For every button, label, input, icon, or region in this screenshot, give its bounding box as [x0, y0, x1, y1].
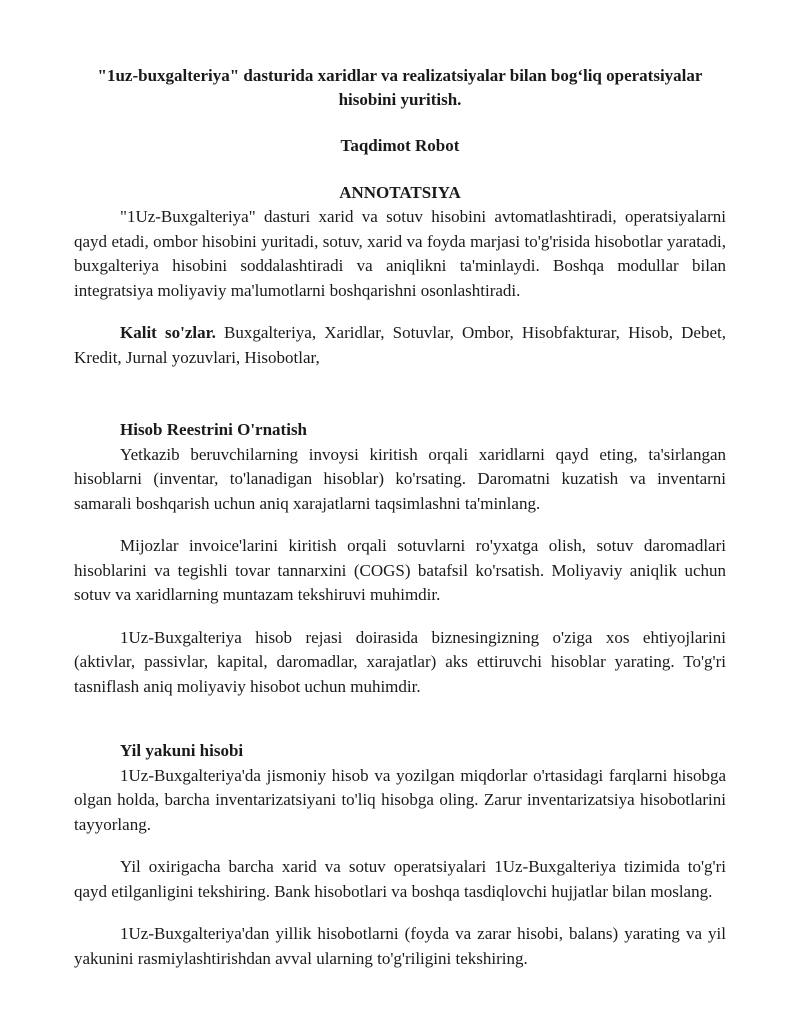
annotation-text: "1Uz-Buxgalteriya" dasturi xarid va sotuv hisobini avtomatlashtiradi, operatsiyalarni qayd etadi, ombor hisobini yuritadi, sotuv, xarid va foyda marjasi to'g'risida hisobotlar yaratadi, buxgalteriya hisobini soddalashtiradi va aniqlikni ta'minlaydi. Boshqa modullar bilan integratsiya moliyaviy ma'lumotlarni boshqarishni osonlashtiradi.	[74, 207, 726, 300]
keywords-label: Kalit so'zlar.	[120, 323, 216, 342]
author-name: Taqdimot Robot	[340, 136, 460, 155]
section-paragraph: 1Uz-Buxgalteriya'da jismoniy hisob va yozilgan miqdorlar o'rtasidagi farqlarni hisobga olgan holda, barcha inventarizatsiyani to'liq hisobga oling. Zarur inventarizatsiya hisobotlarini tayyorlang.	[74, 765, 726, 834]
section-heading-year-end: Yil yakuni hisobi	[120, 741, 244, 760]
document-title: "1uz-buxgalteriya" dasturida xaridlar va realizatsiyalar bilan bog‘liq operatsiyalar hisobini yuritish.	[97, 66, 703, 109]
section-paragraph: Yil oxirigacha barcha xarid va sotuv operatsiyalari 1Uz-Buxgalteriya tizimida to'g'ri qayd etilganligini tekshiring. Bank hisobotlari va boshqa tasdiqlovchi hujjatlar bilan moslang.	[74, 857, 726, 901]
keywords-paragraph	[74, 321, 726, 370]
section-paragraph: Yetkazib beruvchilarning invoysi kiritish orqali xaridlarni qayd eting, ta'sirlangan hisoblarni (inventar, to'lanadigan hisoblar) ko'rsating. Daromatni kuzatish va inventarni samarali boshqarish uchun aniq xarajatlarni taqsimlashni ta'minlang.	[74, 444, 726, 513]
keywords-text: Buxgalteriya, Xaridlar, Sotuvlar, Ombor, Hisobfakturar, Hisob, Debet, Kredit, Jurnal yozuvlari, Hisobotlar,	[74, 323, 726, 367]
annotation-heading: ANNOTATSIYA	[339, 182, 461, 202]
section-paragraph: Mijozlar invoice'larini kiritish orqali sotuvlarni ro'yxatga olish, sotuv daromadlari hisoblarini va tegishli tovar tannarxini (COGS) batafsil ko'rsatish. Moliyaviy aniqlik uchun sotuv va xaridlarning muntazam tekshiruvi muhimdir.	[74, 536, 726, 604]
section-heading-ledger-setup: Hisob Reestrini O'rnatish	[120, 420, 308, 439]
section-paragraph: 1Uz-Buxgalteriya hisob rejasi doirasida biznesingizning o'ziga xos ehtiyojlarini (aktivlar, passivlar, kapital, daromadlar, xarajatlar) aks ettiruvchi hisoblar yarating. To'g'ri tasniflash aniq moliyaviy hisobot uchun muhimdir.	[74, 627, 726, 696]
section-paragraph: 1Uz-Buxgalteriya'dan yillik hisobotlarni (foyda va zarar hisobi, balans) yarating va yil yakunini rasmiylashtirishdan avval ularning to'g'riligini tekshiring.	[74, 924, 726, 968]
